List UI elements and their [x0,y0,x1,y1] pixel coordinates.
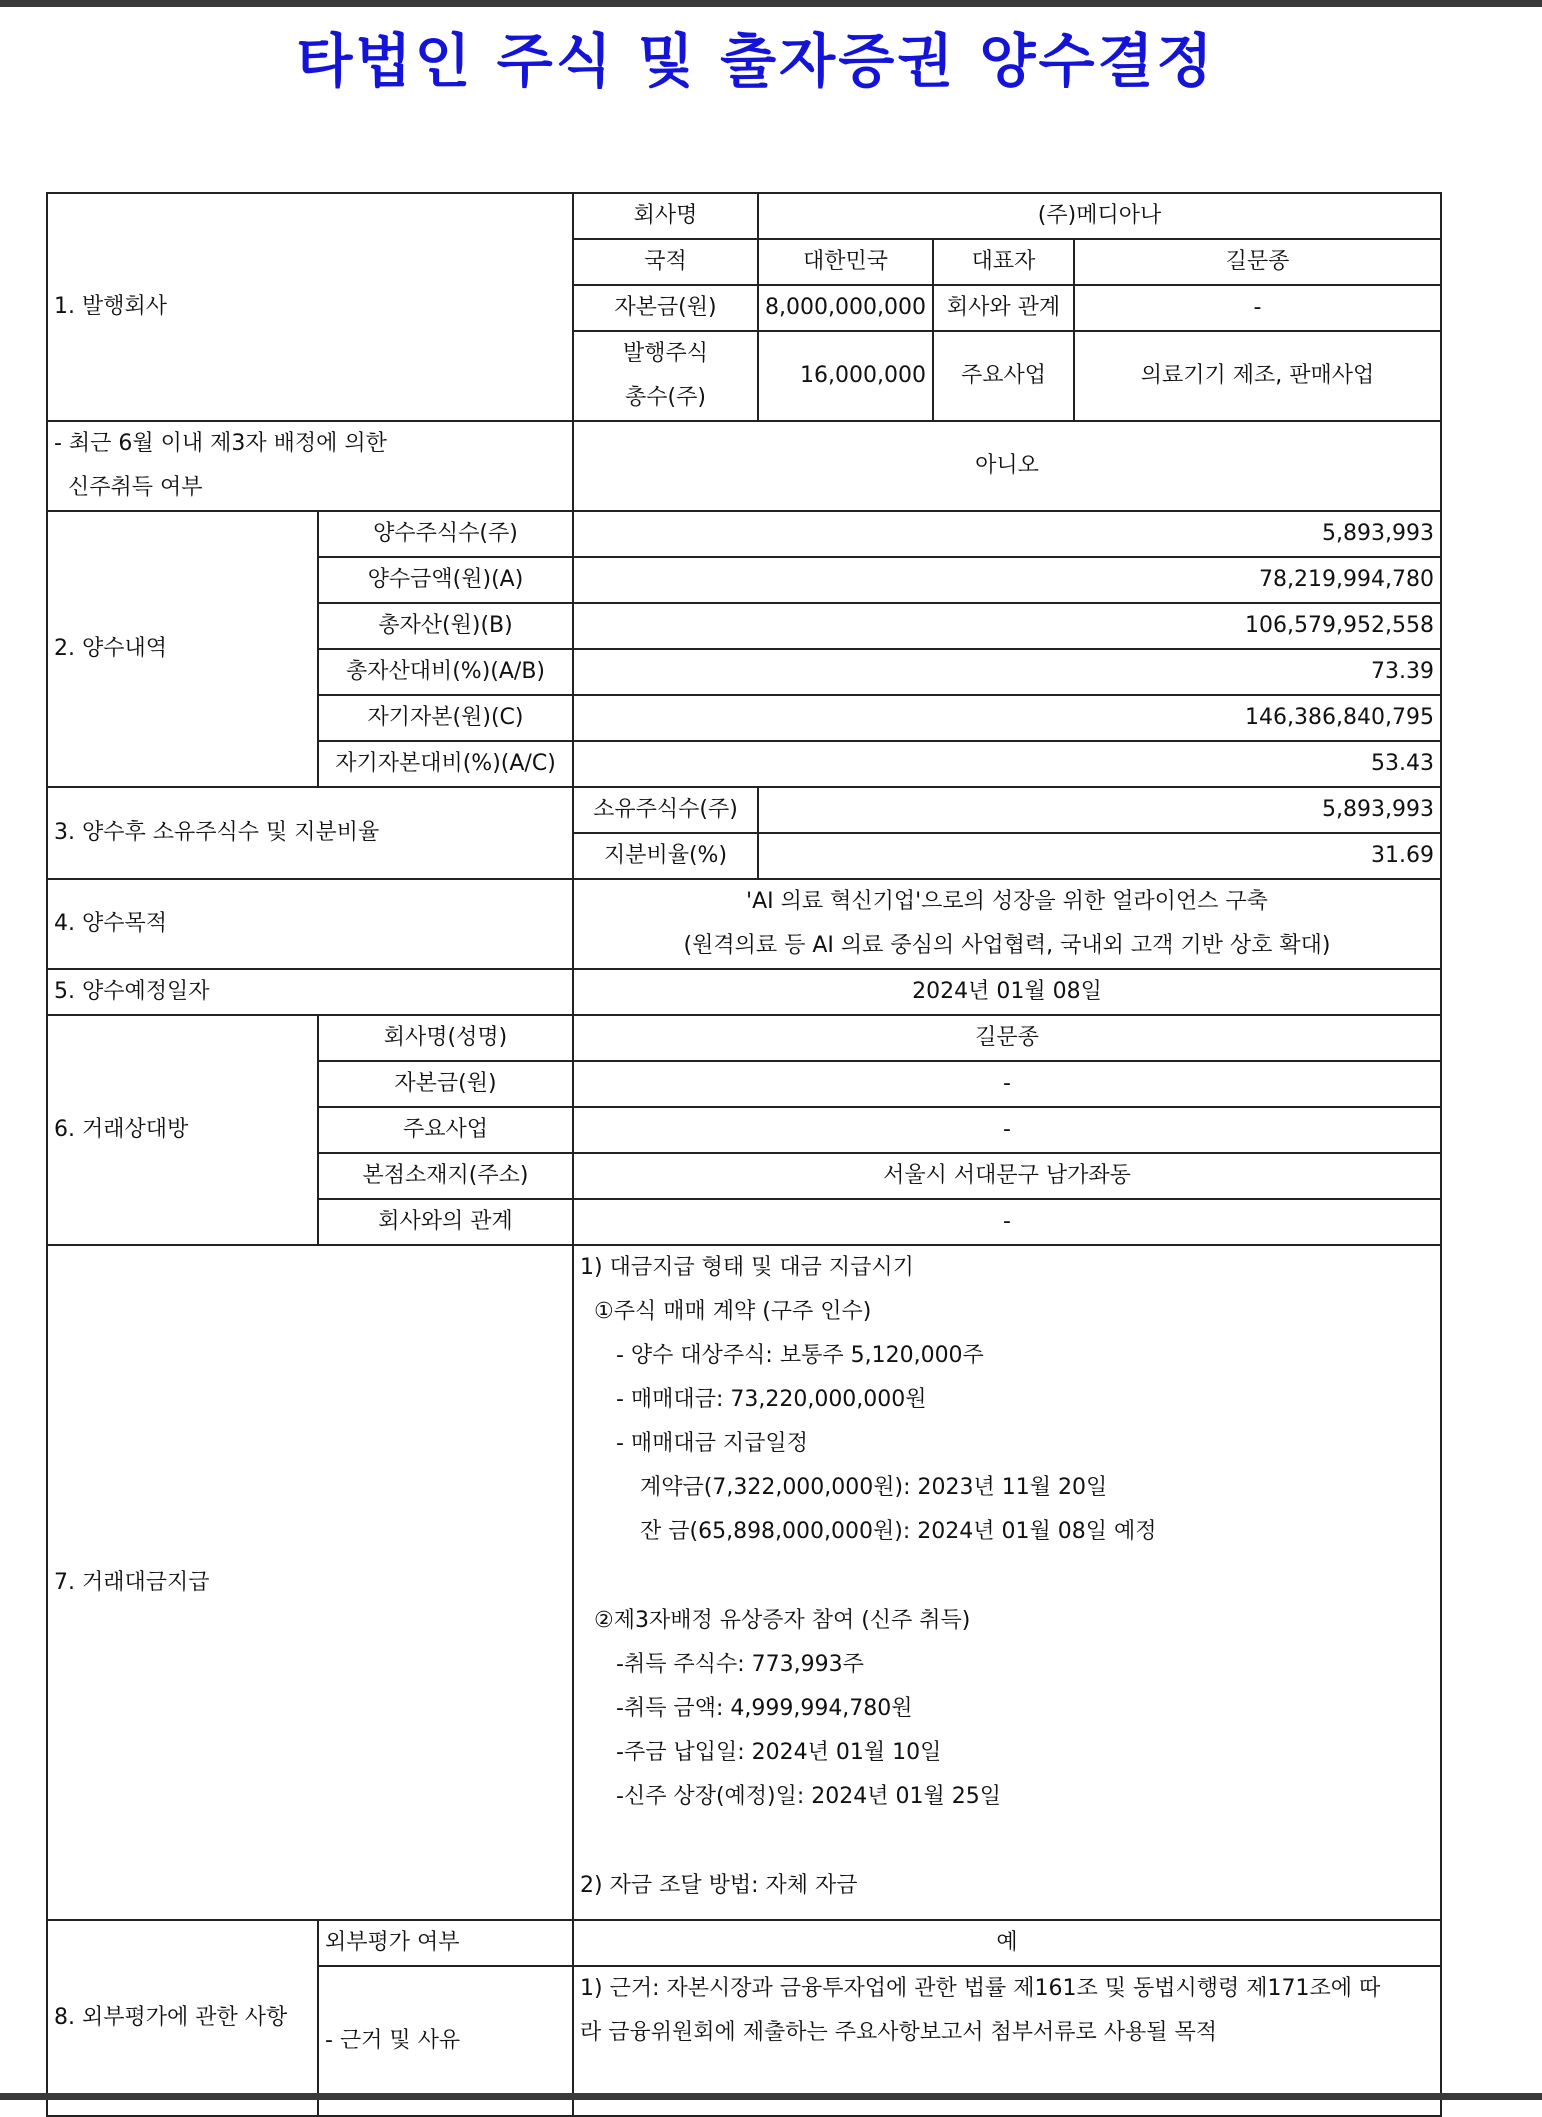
spacer [580,1819,1434,1864]
relation-value: - [1074,285,1441,331]
ceo-value: 길문종 [1074,239,1441,285]
acq-row-value: 5,893,993 [573,511,1441,557]
acq-row-value: 53.43 [573,741,1441,787]
acq-row-label: 자기자본대비(%)(A/C) [318,741,573,787]
purpose-line2: (원격의료 등 AI 의료 중심의 사업협력, 국내외 고객 기반 상호 확대) [683,933,1331,958]
payment-line: -취득 주식수: 773,993주 [616,1652,864,1677]
stake-ratio-value: 31.69 [758,833,1441,879]
scheduled-date-label: 5. 양수예정일자 [47,969,573,1015]
acq-row-label: 총자산(원)(B) [318,603,573,649]
payment-line: 1) 대금지급 형태 및 대금 지급시기 [580,1255,914,1280]
cp-row-label: 자본금(원) [318,1061,573,1107]
external-eval-label: 8. 외부평가에 관한 사항 [47,1920,318,2116]
acquisition-label: 2. 양수내역 [47,511,318,787]
eval-reason-line1: 1) 근거: 자본시장과 금융투자업에 관한 법률 제161조 및 동법시행령 제171조에 따 [580,1976,1381,2001]
acq-row-label: 총자산대비(%)(A/B) [318,649,573,695]
acq-row-value: 146,386,840,795 [573,695,1441,741]
third-party-label-line1: - 최근 6월 이내 제3자 배정에 의한 [54,431,387,456]
page-title: 타법인 주식 및 출자증권 양수결정 [296,27,1216,95]
third-party-label [47,421,573,511]
eval-reason-label: - 근거 및 사유 [318,1966,573,2116]
scheduled-date-value: 2024년 01월 08일 [573,969,1441,1015]
nationality-value: 대한민국 [758,239,933,285]
third-party-label-line2: 신주취득 여부 [68,475,203,500]
bottom-border [0,2093,1542,2100]
payment-line: -신주 상장(예정)일: 2024년 01월 25일 [616,1784,1001,1809]
payment-label: 7. 거래대금지급 [47,1245,573,1920]
cp-row-label: 본점소재지(주소) [318,1153,573,1199]
payment-line: - 양수 대상주식: 보통주 5,120,000주 [616,1343,984,1368]
purpose-line1: 'AI 의료 혁신기업'으로의 성장을 위한 얼라이언스 구축 [746,889,1268,914]
payment-line: - 매매대금 지급일정 [616,1431,808,1456]
payment-details [573,1245,1441,1920]
cp-row-label: 회사와의 관계 [318,1199,573,1245]
payment-line: 2) 자금 조달 방법: 자체 자금 [580,1873,858,1898]
issued-shares-value: 16,000,000 [758,331,933,421]
acq-row-label: 양수금액(원)(A) [318,557,573,603]
purpose-label: 4. 양수목적 [47,879,573,969]
cp-row-value: 길문종 [573,1015,1441,1061]
owned-shares-value: 5,893,993 [758,787,1441,833]
business-label: 주요사업 [933,331,1074,421]
payment-line: 잔 금(65,898,000,000원): 2024년 01월 08일 예정 [640,1519,1157,1544]
cp-row-value: - [573,1061,1441,1107]
eval-reason-line2: 라 금융위원회에 제출하는 주요사항보고서 첨부서류로 사용될 목적 [580,2020,1218,2045]
issued-shares-label-line1: 발행주식 [622,341,708,366]
owned-shares-label: 소유주식수(주) [573,787,758,833]
issued-shares-label-line2: 총수(주) [625,385,706,410]
cp-row-value: - [573,1199,1441,1245]
payment-line: ②제3자배정 유상증자 참여 (신주 취득) [594,1608,971,1633]
top-border [0,0,1542,7]
stake-ratio-label: 지분비율(%) [573,833,758,879]
company-name-value: (주)메디아나 [758,193,1441,239]
disclosure-table [46,192,1442,2117]
capital-label: 자본금(원) [573,285,758,331]
acq-row-label: 양수주식수(주) [318,511,573,557]
payment-line: -취득 금액: 4,999,994,780원 [616,1696,913,1721]
acq-row-label: 자기자본(원)(C) [318,695,573,741]
cp-row-label: 회사명(성명) [318,1015,573,1061]
counterparty-label: 6. 거래상대방 [47,1015,318,1245]
acq-row-value: 78,219,994,780 [573,557,1441,603]
issuer-label: 1. 발행회사 [47,193,573,421]
payment-line: ①주식 매매 계약 (구주 인수) [594,1299,872,1324]
capital-value: 8,000,000,000 [758,285,933,331]
acq-row-value: 73.39 [573,649,1441,695]
payment-line: -주금 납입일: 2024년 01월 10일 [616,1740,942,1765]
business-value: 의료기기 제조, 판매사업 [1074,331,1441,421]
nationality-label: 국적 [573,239,758,285]
cp-row-value: - [573,1107,1441,1153]
payment-line: 계약금(7,322,000,000원): 2023년 11월 20일 [640,1475,1108,1500]
issued-shares-label [573,331,758,421]
payment-line: - 매매대금: 73,220,000,000원 [616,1387,927,1412]
spacer [580,1554,1434,1599]
company-name-label: 회사명 [573,193,758,239]
ceo-label: 대표자 [933,239,1074,285]
cp-row-value: 서울시 서대문구 남가좌동 [573,1153,1441,1199]
third-party-value: 아니오 [573,421,1441,511]
eval-status-value: 예 [573,1920,1441,1966]
relation-label: 회사와 관계 [933,285,1074,331]
eval-status-label: 외부평가 여부 [318,1920,573,1966]
holdings-label: 3. 양수후 소유주식수 및 지분비율 [47,787,573,879]
purpose-value [573,879,1441,969]
cp-row-label: 주요사업 [318,1107,573,1153]
acq-row-value: 106,579,952,558 [573,603,1441,649]
